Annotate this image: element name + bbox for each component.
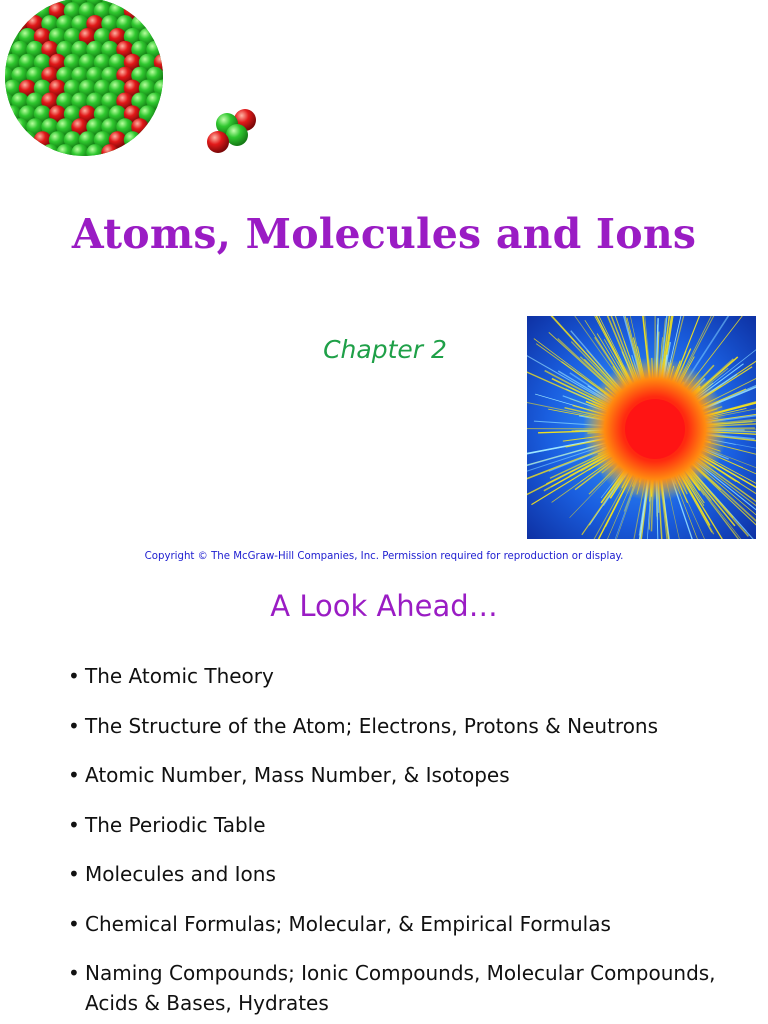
atomic-nucleus-image [0, 0, 175, 170]
bullet-icon: • [68, 713, 80, 738]
topic-text: Atomic Number, Mass Number, & Isotopes [85, 763, 510, 787]
bullet-icon: • [68, 862, 80, 886]
bullet-icon: • [68, 911, 80, 936]
chapter-subtitle: Chapter 2 [323, 335, 447, 364]
slide-title: Atoms, Molecules and Ions [71, 210, 697, 258]
bullet-icon: • [68, 961, 80, 985]
molecule-image [200, 100, 270, 165]
list-item [68, 661, 748, 691]
list-item [68, 810, 748, 840]
bullet-icon: • [68, 664, 80, 688]
topic-text: Molecules and Ions [85, 862, 276, 886]
bullet-icon: • [68, 812, 80, 837]
list-item [68, 760, 748, 790]
list-item [68, 958, 748, 1018]
topic-text: The Structure of the Atom; Electrons, Protons & Neutrons [85, 713, 659, 738]
topic-text: Chemical Formulas; Molecular, & Empirical Formulas [85, 911, 611, 936]
topic-text: The Atomic Theory [85, 664, 274, 688]
list-item [68, 909, 748, 939]
topic-text: The Periodic Table [85, 812, 266, 837]
particle-burst-image [527, 316, 756, 539]
list-item [68, 711, 748, 741]
look-ahead-title: A Look Ahead… [270, 589, 498, 623]
list-item [68, 859, 748, 889]
look-ahead-slide [0, 575, 768, 1024]
copyright-notice: Copyright © The McGraw-Hill Companies, Inc. Permission required for reproduction or display. [144, 551, 624, 562]
topic-list [68, 661, 748, 1024]
bullet-icon: • [68, 763, 80, 787]
topic-text: Naming Compounds; Ionic Compounds, Molecular Compounds, Acids & Bases, Hydrates [85, 961, 716, 1015]
